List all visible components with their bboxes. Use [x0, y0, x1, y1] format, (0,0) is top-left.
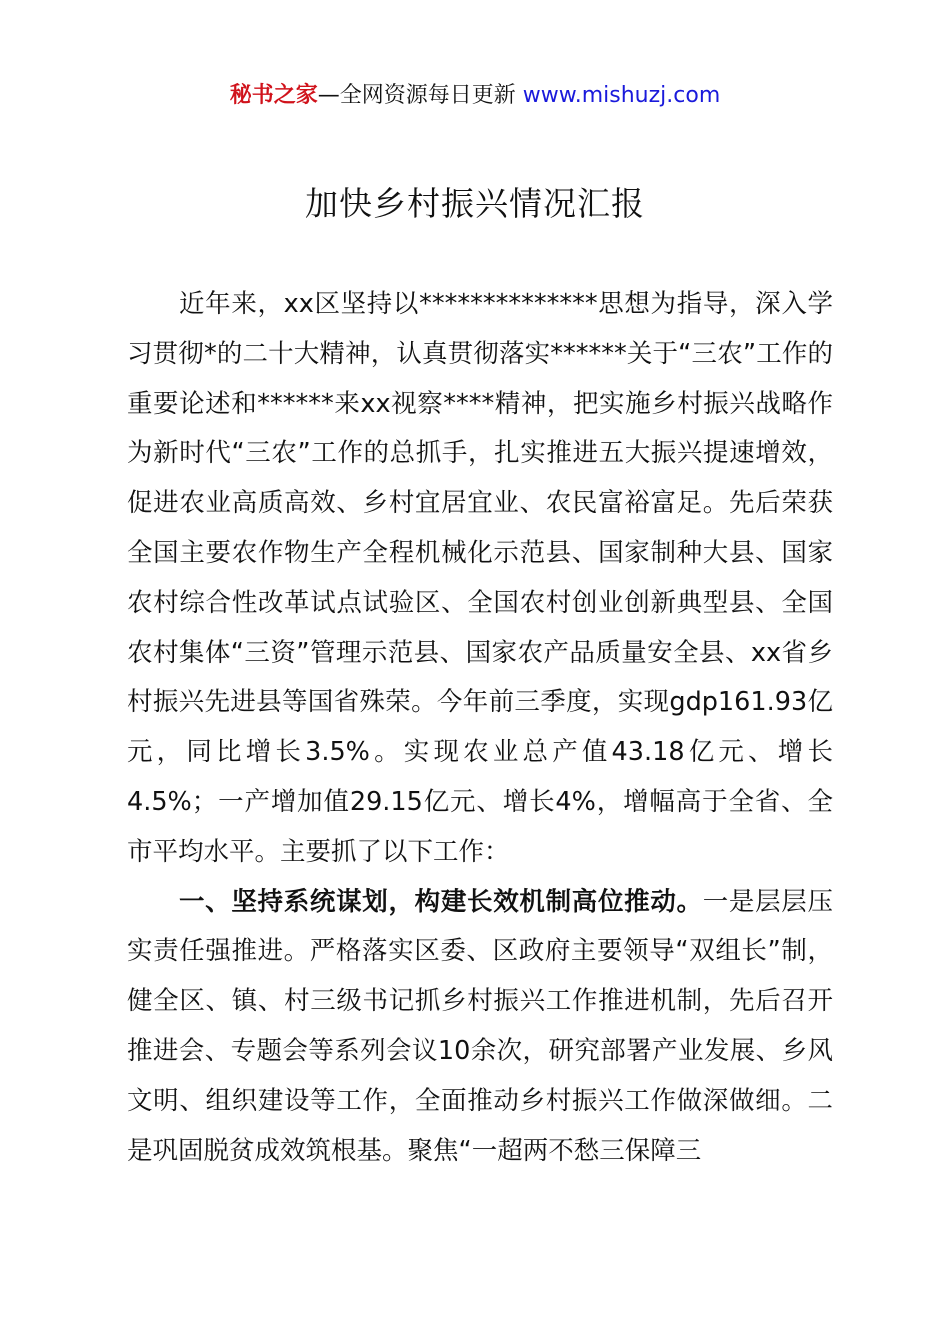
document-title: 加快乡村振兴情况汇报 [305, 184, 645, 223]
site-url-link[interactable]: www.mishuzj.com [522, 83, 721, 108]
section-one-text: 一是层层压实责任强推进。严格落实区委、区政府主要领导“双组长”制，健全区、镇、村三级书记抓乡村振兴工作推进机制，先后召开推进会、专题会等系列会议10余次，研究部署产业发展、乡风文明、组织建设等工作，全面推动乡村振兴工作做深做细。二是巩固脱贫成效筑根基。聚焦“一超两不愁三保障三 [127, 886, 833, 1166]
section-one-heading: 一、坚持系统谋划，构建长效机制高位推动。 [179, 886, 703, 917]
document-body [127, 280, 833, 1176]
intro-paragraph: 近年来，xx区坚持以**************思想为指导，深入学习贯彻*的二十大精神，认真贯彻落实******关于“三农”工作的重要论述和******来xx视察****精神，把实施乡村振兴战略作为新时代“三农”工作的总抓手，扎实推进五大振兴提速增效，促进农业高质高效、乡村宜居宜业、农民富裕富足。先后荣获全国主要农作物生产全程机械化示范县、国家制种大县、国家农村综合性改革试点试验区、全国农村创业创新典型县、全国农村集体“三资”管理示范县、国家农产品质量安全县、xx省乡村振兴先进县等国省殊荣。今年前三季度，实现gdp161.93亿元，同比增长3.5%。实现农业总产值43.18亿元、增长4.5%；一产增加值29.15亿元、增长4%，增幅高于全省、全市平均水平。主要抓了以下工作： [127, 289, 833, 867]
site-brand: 秘书之家 [229, 83, 318, 108]
site-tagline: —全网资源每日更新 [317, 83, 523, 108]
site-header [0, 80, 950, 112]
section-one-paragraph [127, 878, 833, 1177]
